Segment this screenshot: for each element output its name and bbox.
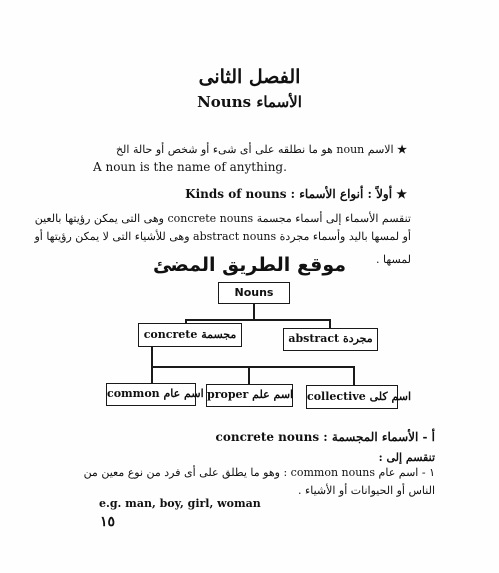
diagram-connector — [151, 347, 153, 366]
example-line: e.g. man, boy, girl, woman — [99, 497, 261, 510]
definition-line — [116, 143, 407, 156]
node-label-ar: اسم عام — [163, 387, 204, 400]
node-label-ar: مجردة — [342, 332, 373, 345]
paragraph-text: تنقسم الأسماء إلى أسماء مجسمة — [256, 212, 411, 225]
diagram-node-abstract — [283, 328, 378, 351]
diagram-connector — [253, 304, 255, 320]
diagram-connector — [185, 319, 330, 321]
paragraph-text: وهى للأشياء التى لا يمكن رؤيتها أو — [34, 230, 190, 243]
watermark-text: موقع الطريق المضئ — [152, 254, 347, 276]
node-label-ar: اسم علم — [252, 388, 294, 401]
term-abstract-nouns: abstract nouns — [193, 230, 277, 243]
node-label-en: common — [107, 387, 160, 400]
node-label-ar: اسم كلى — [369, 390, 412, 403]
section-a-heading — [216, 430, 435, 444]
star-bullet-icon: ★ — [396, 187, 407, 201]
term-common-nouns: common nouns — [290, 466, 376, 479]
diagram-connector — [353, 366, 355, 385]
diagram-connector — [151, 366, 354, 368]
section-a-title-ar: أ - الأسماء المجسمة — [331, 430, 435, 444]
item-text: ١ - اسم عام — [378, 466, 435, 479]
paragraph-text: أو لمسها باليد وأسماء مجردة — [279, 230, 411, 243]
divided-into-label: تنقسم إلى : — [378, 451, 435, 464]
diagram-node-common — [106, 383, 204, 406]
paragraph-line-1 — [35, 212, 411, 225]
definition-term: noun — [336, 143, 365, 156]
section-one-title-en: Kinds of nouns : — [185, 187, 296, 201]
node-label-en: abstract — [288, 332, 340, 345]
node-label-en: collective — [307, 390, 366, 403]
diagram-node-proper — [206, 384, 293, 407]
diagram-node-collective — [306, 385, 412, 409]
page-number: ١٥ — [100, 514, 116, 530]
item-1-line-2: الناس أو الحيوانات أو الأشياء . — [298, 484, 435, 497]
item-text: : وهو ما يطلق على أى فرد من نوع معين من — [83, 466, 288, 479]
term-concrete-nouns: concrete nouns — [167, 212, 254, 225]
diagram-connector — [151, 366, 153, 383]
paragraph-line-3: لمسها . — [376, 253, 411, 266]
diagram-connector — [248, 366, 250, 384]
star-bullet-icon: ★ — [397, 143, 407, 156]
paragraph-text: وهى التى يمكن رؤيتها بالعين — [34, 212, 164, 225]
chapter-title: الفصل الثانى — [198, 66, 301, 88]
chapter-subtitle-en: Nouns — [197, 93, 252, 111]
item-1-line-1 — [84, 466, 435, 479]
paragraph-line-2 — [34, 230, 411, 243]
definition-prefix: الاسم — [367, 143, 394, 156]
node-label-en: proper — [207, 388, 249, 401]
chapter-subtitle-ar: الأسماء — [256, 93, 302, 111]
definition-english: A noun is the name of anything. — [93, 160, 287, 174]
node-label-ar: مجسمة — [201, 328, 237, 341]
section-a-title-en: concrete nouns : — [215, 430, 328, 444]
chapter-subtitle — [0, 93, 499, 111]
section-one-heading — [185, 187, 407, 201]
section-one-title-ar: أولاً : أنواع الأسماء — [299, 187, 393, 201]
diagram-node-concrete — [138, 323, 242, 347]
definition-text: هو ما نطلقه على أى شىء أو شخص أو حالة الخ — [115, 143, 333, 156]
node-label-en: concrete — [143, 328, 198, 341]
diagram-node-nouns: Nouns — [218, 282, 290, 304]
